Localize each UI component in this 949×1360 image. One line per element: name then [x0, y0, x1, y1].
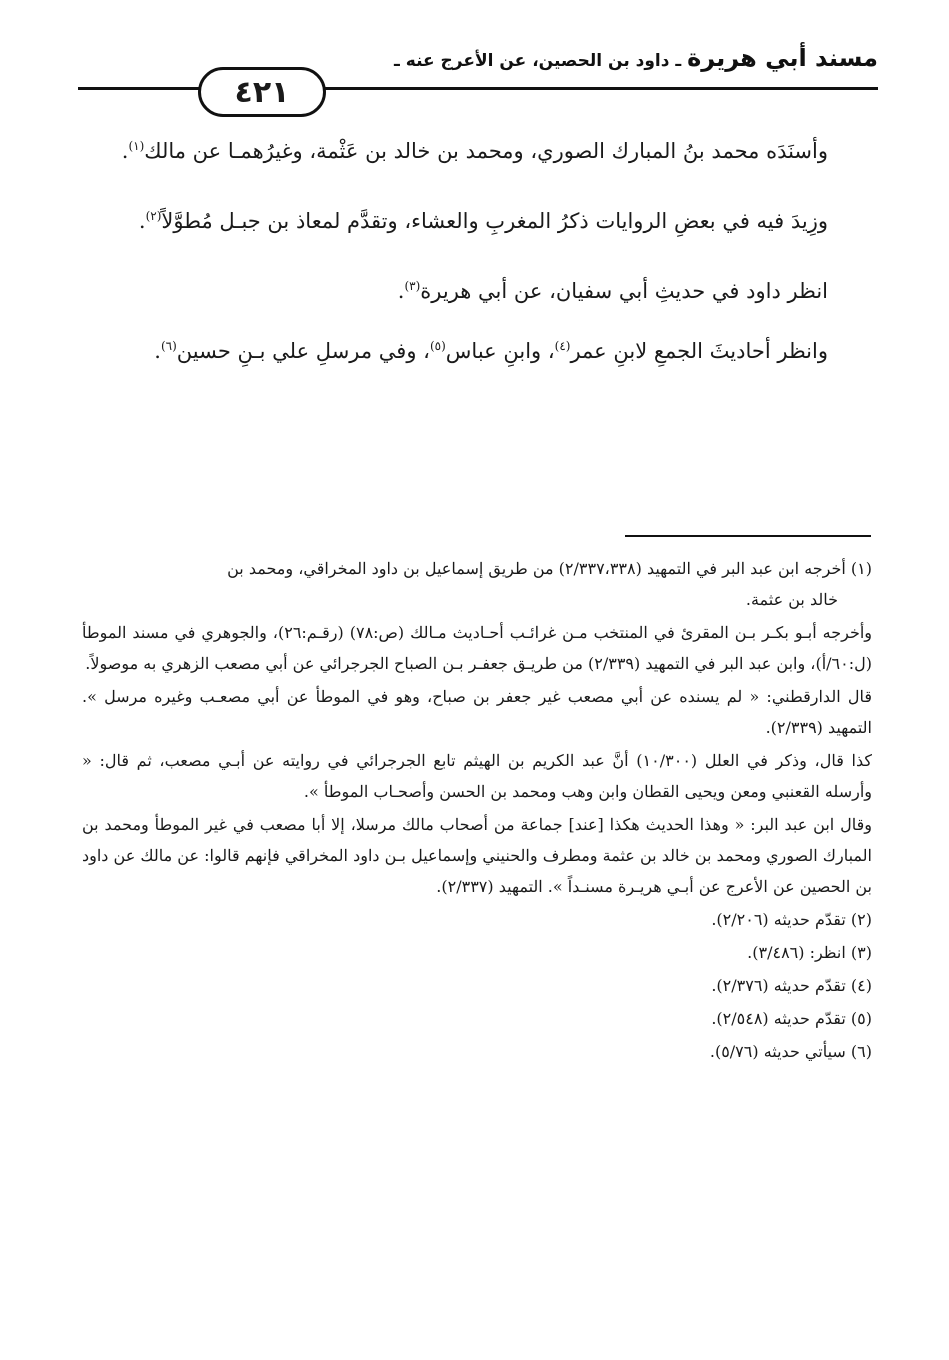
main-paragraph-3	[88, 268, 872, 314]
main-paragraph-4	[88, 328, 872, 374]
footnote-ref-6: (٦)	[160, 339, 177, 353]
footnote-6: (٦) سيأتي حديثه (٥/٧٦).	[709, 1042, 872, 1061]
main-paragraph-4-text-b: ، وابنِ عباس	[445, 339, 555, 363]
footnote-3: (٣) انظر: (٣/٤٨٦).	[747, 943, 872, 962]
footnote-ref-1: (١)	[128, 139, 145, 153]
main-paragraph-4-end: .	[154, 339, 161, 363]
main-paragraph-3-text: انظر داود في حديثِ أبي سفيان، عن أبي هريرة	[420, 279, 828, 303]
footnote-1-paragraph-5: وقال ابن عبد البر: « وهذا الحديث هكذا [عند] جماعة من أصحاب مالك مرسلا، إلا أبا مصعب في غير الموطأ ومحمد بن المبارك الصوري ومحمد بن خالد بن عثمة ومطرف والحنيني وإسماعيل بـن داود المخراقي فإنهم قالوا: عن مالك عن داود بن الحصين عن الأعرج عن أبـي هريـرة مسنـداً ». التمهيد (٢/٣٣٧).	[82, 815, 872, 896]
footnote-ref-3: (٣)	[404, 279, 421, 293]
footnote-1-paragraph-4: كذا قال، وذكر في العلل (١٠/٣٠٠) أنَّ عبد الكريم بن الهيثم تابع الجرجرائي في روايته عن أبـي مصعب، ثم قال: « وأرسله القعنبي ومعن ويحيى القطان وابن وهب ومحمد بن الحسن وأصحـاب الموطأ ».	[82, 751, 872, 801]
page-number: ٤٢١	[234, 74, 290, 110]
footnote-ref-4: (٤)	[554, 339, 571, 353]
footnote-2: (٢) تقدّم حديثه (٢/٢٠٦).	[711, 910, 872, 929]
main-text	[88, 128, 872, 398]
main-paragraph-4-text-a: وانظر أحاديثَ الجمعِ لابنِ عمر	[570, 339, 828, 363]
page-number-badge	[198, 67, 326, 117]
footnote-separator	[625, 535, 871, 537]
main-paragraph-3-end: .	[397, 279, 405, 303]
header-title-rest: ـ داود بن الحصين، عن الأعرج عنه ـ	[394, 51, 688, 71]
footnote-4: (٤) تقدّم حديثه (٢/٣٧٦).	[711, 976, 872, 995]
running-header	[78, 40, 878, 122]
footnote-1-line-1: (١) أخرجه ابن عبد البر في التمهيد (٢/٣٣٧،٣٣٨) من طريق إسماعيل بن داود المخراقي، ومحمد بن	[227, 559, 872, 578]
header-title-lead: مسند أبي هريرة	[687, 44, 878, 72]
footnote-ref-5: (٥)	[429, 339, 446, 353]
footnote-1-paragraph-2: وأخرجه أبـو بكـر بـن المقرئ في المنتخب مـن غرائـب أحـاديث مـالك (ص:٧٨) (رقـم:٢٦)، والجوهري في مسند الموطأ (ل:٦٠/أ)، وابن عبد البر في التمهيد (٢/٣٣٩) من طريـق جعفـر بـن الصباح الجرجرائي عن أبي مصعب الزهري به موصولاً.	[82, 623, 872, 673]
main-paragraph-2-end: .	[138, 209, 146, 233]
main-paragraph-1-end: .	[121, 139, 129, 163]
footnote-1-line-2: خالد بن عثمة.	[745, 590, 838, 609]
main-paragraph-2	[88, 198, 872, 244]
main-paragraph-1-text: وأسنَدَه محمد بنُ المبارك الصوري، ومحمد بن خالد بن عَثْمة، وغيرُهمـا عن مالك	[144, 139, 828, 163]
main-paragraph-4-text-c: ، وفي مرسلِ علي بـنِ حسين	[176, 339, 430, 363]
footnotes	[82, 553, 872, 1067]
footnote-5: (٥) تقدّم حديثه (٢/٥٤٨).	[711, 1009, 872, 1028]
header-title	[394, 44, 878, 72]
main-paragraph-1	[88, 128, 872, 174]
main-paragraph-2-text: وزِيدَ فيه في بعضِ الروايات ذكرُ المغربِ والعشاء، وتقدَّم لمعاذ بن جبـل مُطوَّلاً	[161, 209, 828, 233]
footnote-1-paragraph-3: قال الدارقطني: « لم يسنده عن أبي مصعب غير جعفر بن صباح، وهو في الموطأ عن أبي مصعـب وغيره مرسل ». التمهيد (٢/٣٣٩).	[82, 687, 872, 737]
footnote-ref-2: (٢)	[145, 209, 162, 223]
